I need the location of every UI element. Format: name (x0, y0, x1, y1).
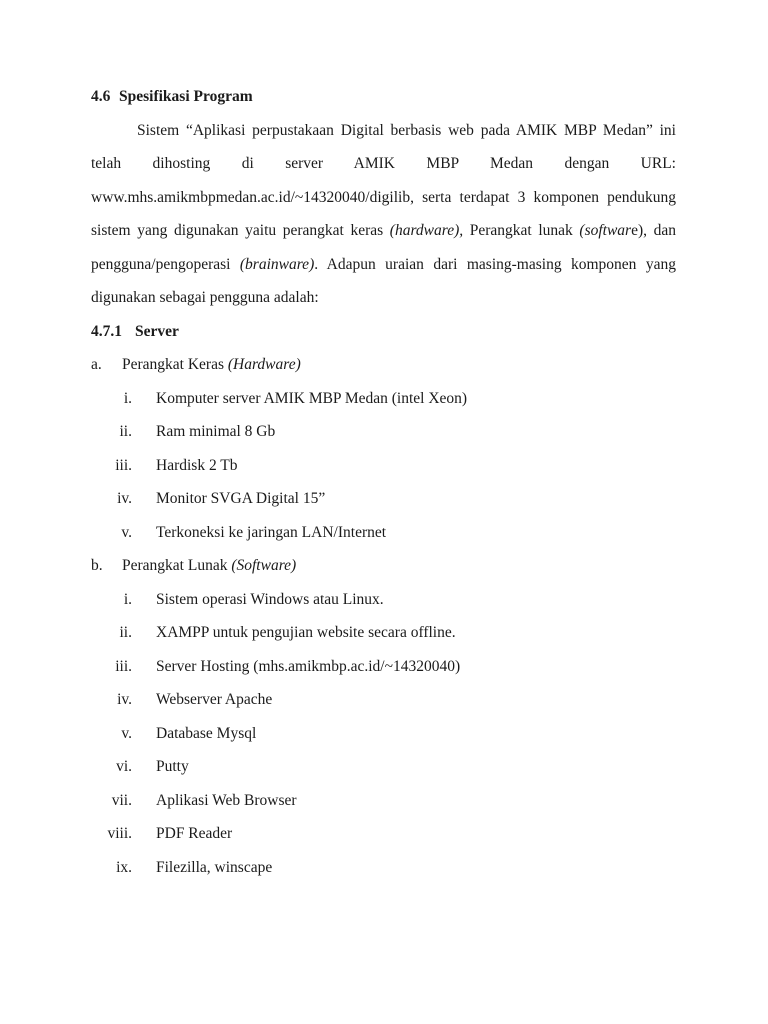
section-heading-4-6 (91, 80, 676, 114)
list-item (91, 750, 676, 784)
paragraph-line (91, 114, 676, 148)
item-numeral: vii. (111, 791, 132, 809)
paragraph-line (91, 181, 676, 215)
text-segment: (Software) (231, 557, 297, 574)
item-numeral: v. (121, 523, 132, 541)
group-heading (91, 549, 676, 583)
item-numeral: i. (123, 590, 132, 608)
group-heading (91, 348, 676, 382)
list-item (91, 449, 676, 483)
text-segment: Perangkat Keras (122, 356, 228, 373)
item-text: Filezilla, winscape (156, 858, 273, 876)
text-segment: telah dihosting di server AMIK MBP Medan dengan URL: (91, 155, 676, 172)
text-segment: www.mhs.amikmbpmedan.ac.id/~14320040/digilib, serta terdapat 3 komponen pendukung (91, 188, 676, 206)
item-numeral: i. (123, 389, 132, 407)
text-segment: (softwar (579, 222, 632, 239)
intro-paragraph (91, 114, 676, 315)
item-numeral: ix. (116, 858, 132, 876)
text-segment: pengguna/pengoperasi (91, 255, 240, 273)
item-text: Webserver Apache (156, 691, 273, 708)
item-numeral: iii. (115, 456, 132, 474)
paragraph-line (91, 248, 676, 282)
section-title: Spesifikasi Program (119, 88, 253, 105)
text-segment: (brainware) (239, 255, 315, 273)
list-item (91, 851, 676, 885)
text-segment: Sistem “Aplikasi perpustakaan Digital berbasis web pada AMIK MBP Medan” ini (137, 121, 676, 139)
list-item (91, 650, 676, 684)
text-segment: . Adapun uraian dari masing-masing komponen yang (314, 255, 676, 273)
list-item (91, 817, 676, 851)
item-text: Server Hosting (mhs.amikmbp.ac.id/~14320040) (156, 657, 461, 675)
list-item (91, 415, 676, 449)
group-title (122, 356, 301, 373)
text-segment: (hardware), (389, 222, 464, 239)
section-heading-4-7-1 (91, 315, 676, 349)
list-item (91, 616, 676, 650)
list-item (91, 516, 676, 550)
item-numeral: ii. (119, 624, 132, 641)
paragraph-line (91, 214, 676, 248)
text-segment: digunakan sebagai pengguna adalah: (91, 289, 319, 306)
list-item (91, 717, 676, 751)
list-group (91, 549, 676, 884)
list-item (91, 683, 676, 717)
text-segment: e), dan (631, 222, 677, 239)
paragraph-line (91, 281, 676, 315)
list-group (91, 348, 676, 549)
list-item (91, 382, 676, 416)
item-text: Hardisk 2 Tb (156, 456, 238, 474)
item-numeral: vi. (116, 758, 132, 775)
text-segment: Perangkat lunak (463, 222, 580, 239)
item-text: PDF Reader (156, 825, 233, 842)
item-numeral: viii. (107, 825, 132, 842)
item-text: Ram minimal 8 Gb (156, 423, 276, 440)
item-text: Aplikasi Web Browser (156, 791, 297, 809)
section-number: 4.6 (91, 88, 111, 105)
item-numeral: ii. (119, 423, 132, 440)
spec-lists (91, 348, 676, 884)
section-number: 4.7.1 (91, 322, 122, 340)
group-label: a. (91, 356, 102, 373)
item-numeral: iv. (117, 691, 132, 708)
item-text: Putty (156, 758, 189, 775)
list-item (91, 784, 676, 818)
text-segment: (Hardware) (227, 356, 301, 373)
item-numeral: iv. (117, 490, 132, 507)
item-text: Komputer server AMIK MBP Medan (intel Xeon) (156, 389, 468, 407)
list-item (91, 583, 676, 617)
item-text: Terkoneksi ke jaringan LAN/Internet (156, 523, 387, 541)
list-item (91, 482, 676, 516)
item-numeral: iii. (115, 657, 132, 675)
item-numeral: v. (121, 724, 132, 742)
paragraph-line (91, 147, 676, 181)
group-title (122, 557, 296, 574)
page-content (91, 80, 676, 884)
section-title: Server (135, 322, 179, 340)
item-text: Monitor SVGA Digital 15” (156, 490, 326, 507)
item-text: Sistem operasi Windows atau Linux. (156, 590, 384, 608)
item-text: Database Mysql (156, 724, 257, 742)
text-segment: Perangkat Lunak (122, 557, 232, 574)
item-text: XAMPP untuk pengujian website secara offline. (156, 624, 456, 641)
group-label: b. (91, 557, 103, 574)
text-segment: sistem yang digunakan yaitu perangkat keras (91, 222, 390, 239)
